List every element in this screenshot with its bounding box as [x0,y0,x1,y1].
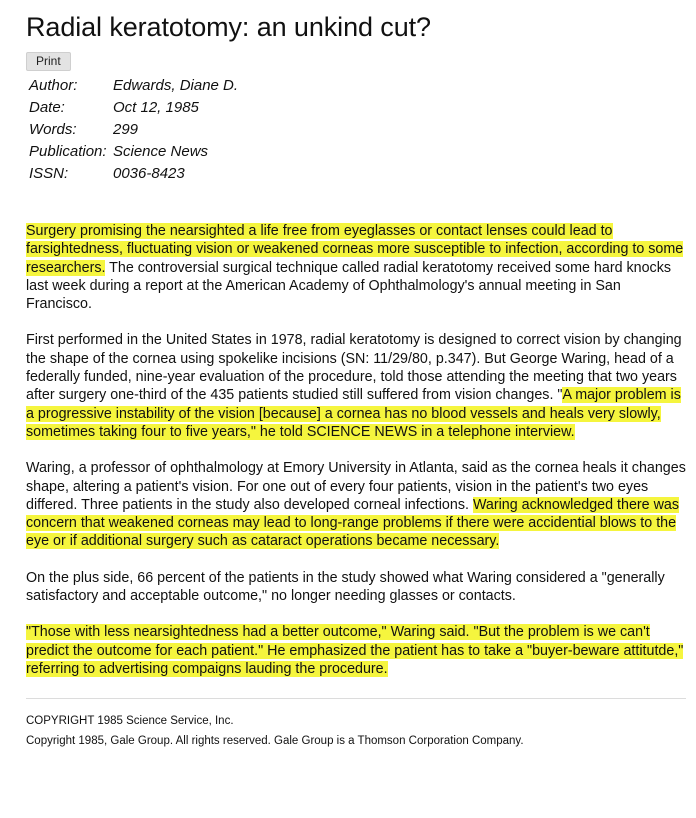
meta-row-author [29,75,238,97]
paragraph-2 [26,331,686,441]
paragraph-5 [26,623,686,678]
highlighted-text: Waring acknowledged there was concern that weakened corneas may lead to long-range problems if there were accidential blows to the eye or if additional surgery such as cataract operations became necessary. [26,496,680,550]
copyright-footer [26,711,684,751]
meta-value: Edwards, Diane D. [113,77,239,94]
meta-value: Science News [113,143,209,160]
print-button[interactable]: Print [26,52,71,71]
meta-row-date [29,97,238,119]
meta-label: Author: [29,77,78,94]
meta-row-publication [29,141,238,163]
meta-row-issn [29,163,238,185]
footer-divider [26,698,686,699]
paragraph-3 [26,459,686,550]
paragraph-text: Waring, a professor of ophthalmology at Emory University in Atlanta, said as the cornea heals it changes shape, altering a patient's vision. For one out of every four patients, vision in the patient's two eyes differed. Three patients in the study also developed corneal infections. [26,460,686,513]
copyright-line: COPYRIGHT 1985 Science Service, Inc. [26,715,234,728]
paragraph-text: On the plus side, 66 percent of the patients in the study showed what Waring considered a "generally satisfactory and acceptable outcome," no longer needing glasses or contacts. [26,569,665,605]
meta-label: Words: [29,121,77,138]
paragraph-4 [26,569,686,606]
article-metadata [29,75,238,185]
meta-value: Oct 12, 1985 [113,99,199,116]
highlighted-text: A major problem is a progressive instability of the vision [because] a cornea has no blood vessels and heals very slowly, sometimes taking four to five years," he told SCIENCE NEWS in a telephone interview. [26,387,681,440]
paragraph-text: The controversial surgical technique called radial keratotomy received some hard knocks last week during a report at the American Academy of Ophthalmology's annual meeting in San Francisco. [26,259,672,313]
copyright-line: Copyright 1985, Gale Group. All rights reserved. Gale Group is a Thomson Corporation Company. [26,735,524,748]
article-body [26,222,686,678]
highlighted-text: Surgery promising the nearsighted a life free from eyeglasses or contact lenses could lead to farsightedness, fluctuating vision or weakened corneas more susceptible to infection, according to some researchers. [26,223,684,276]
paragraph-1 [26,222,686,313]
meta-row-words [29,119,238,141]
meta-label: Publication: [29,143,107,160]
article-title: Radial keratotomy: an unkind cut? [26,12,431,42]
meta-label: Date: [29,99,65,116]
meta-value: 299 [113,121,139,138]
meta-label: ISSN: [29,165,69,182]
meta-value: 0036-8423 [113,165,185,182]
highlighted-text: "Those with less nearsightedness had a better outcome," Waring said. "But the problem is we can't predict the outcome for each patient." He emphasized the patient has to take a "buyer-beware attitutde," referring to advertising compaigns lauding the procedure. [26,624,684,677]
paragraph-text: First performed in the United States in 1978, radial keratotomy is designed to correct vision by changing the shape of the cornea using spokelike incisions (SN: 11/29/80, p.347). But George Waring, head of a federally funded, nine-year evaluation of the procedure, told those attending the meeting that two years after surgery one-third of the 435 patients studied still suffered from vision changes. " [26,332,682,404]
